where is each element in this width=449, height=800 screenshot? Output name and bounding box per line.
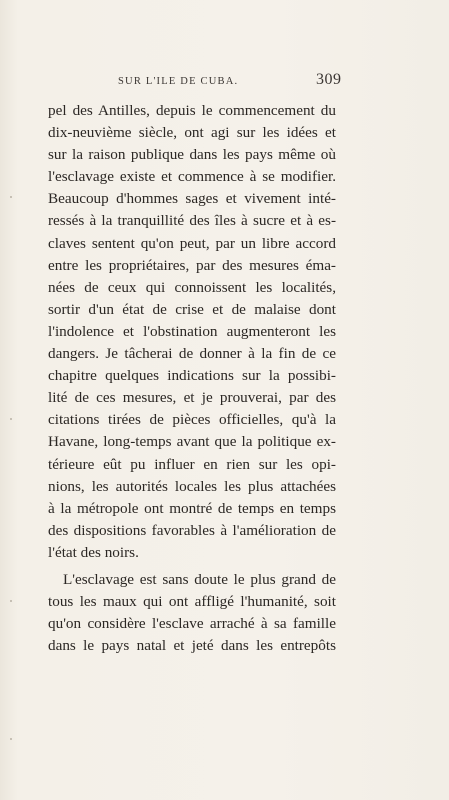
body-text (48, 100, 336, 657)
running-head: SUR L'ILE DE CUBA. (118, 76, 239, 87)
text-line: pel des Antilles, depuis le commencement du (48, 102, 336, 119)
text-line: nées de ceux qui connoissent les localités, (48, 278, 336, 296)
text-line: des dispositions favorables à l'amélioration de (48, 521, 336, 539)
binding-edge-marks (10, 0, 16, 800)
text-line: l'esclavage existe et commence à se modifier. (48, 168, 336, 186)
text-line: l'indolence et l'obstination augmenteront les (48, 322, 336, 340)
text-line: chapitre quelques indications sur la possibi- (48, 367, 336, 385)
text-line: dangers. Je tâcherai de donner à la fin de ce (48, 345, 336, 363)
text-line: à la métropole ont montré de temps en temps (48, 499, 336, 517)
text-line: Havane, long-temps avant que la politique ex- (48, 433, 336, 451)
text-line: citations tirées de pièces officielles, qu'à la (48, 411, 336, 429)
paper-speck (10, 738, 12, 740)
text-line: dix-neuvième siècle, ont agi sur les idées et (48, 124, 336, 142)
text-line: dans le pays natal et jeté dans les entrepôts (48, 637, 336, 655)
text-line: tous les maux qui ont affligé l'humanité, soit (48, 593, 336, 611)
paper-speck (10, 600, 12, 602)
text-line: térieure eût pu influer en rien sur les opi- (48, 455, 336, 473)
text-line: L'esclavage est sans doute le plus grand de (63, 570, 336, 588)
paper-speck (10, 196, 12, 198)
text-line: Beaucoup d'hommes sages et vivement inté- (48, 190, 336, 208)
text-line: nions, les autorités locales les plus attachées (48, 477, 336, 495)
text-line: sur la raison publique dans les pays même où (48, 146, 336, 164)
text-line: entre les propriétaires, par des mesures éma- (48, 256, 336, 274)
text-line: qu'on considère l'esclave arraché à sa famille (48, 615, 336, 633)
text-line: ressés à la tranquillité des îles à sucre et à es- (48, 212, 336, 230)
text-line: claves sentent qu'on peut, par un libre accord (48, 234, 336, 252)
text-line: lité de ces mesures, et je prouverai, par des (48, 389, 336, 407)
text-line: sortir d'un état de crise et de malaise dont (48, 300, 336, 318)
page-number: 309 (316, 71, 342, 88)
text-line: l'état des noirs. (48, 543, 139, 561)
paper-speck (10, 418, 12, 420)
